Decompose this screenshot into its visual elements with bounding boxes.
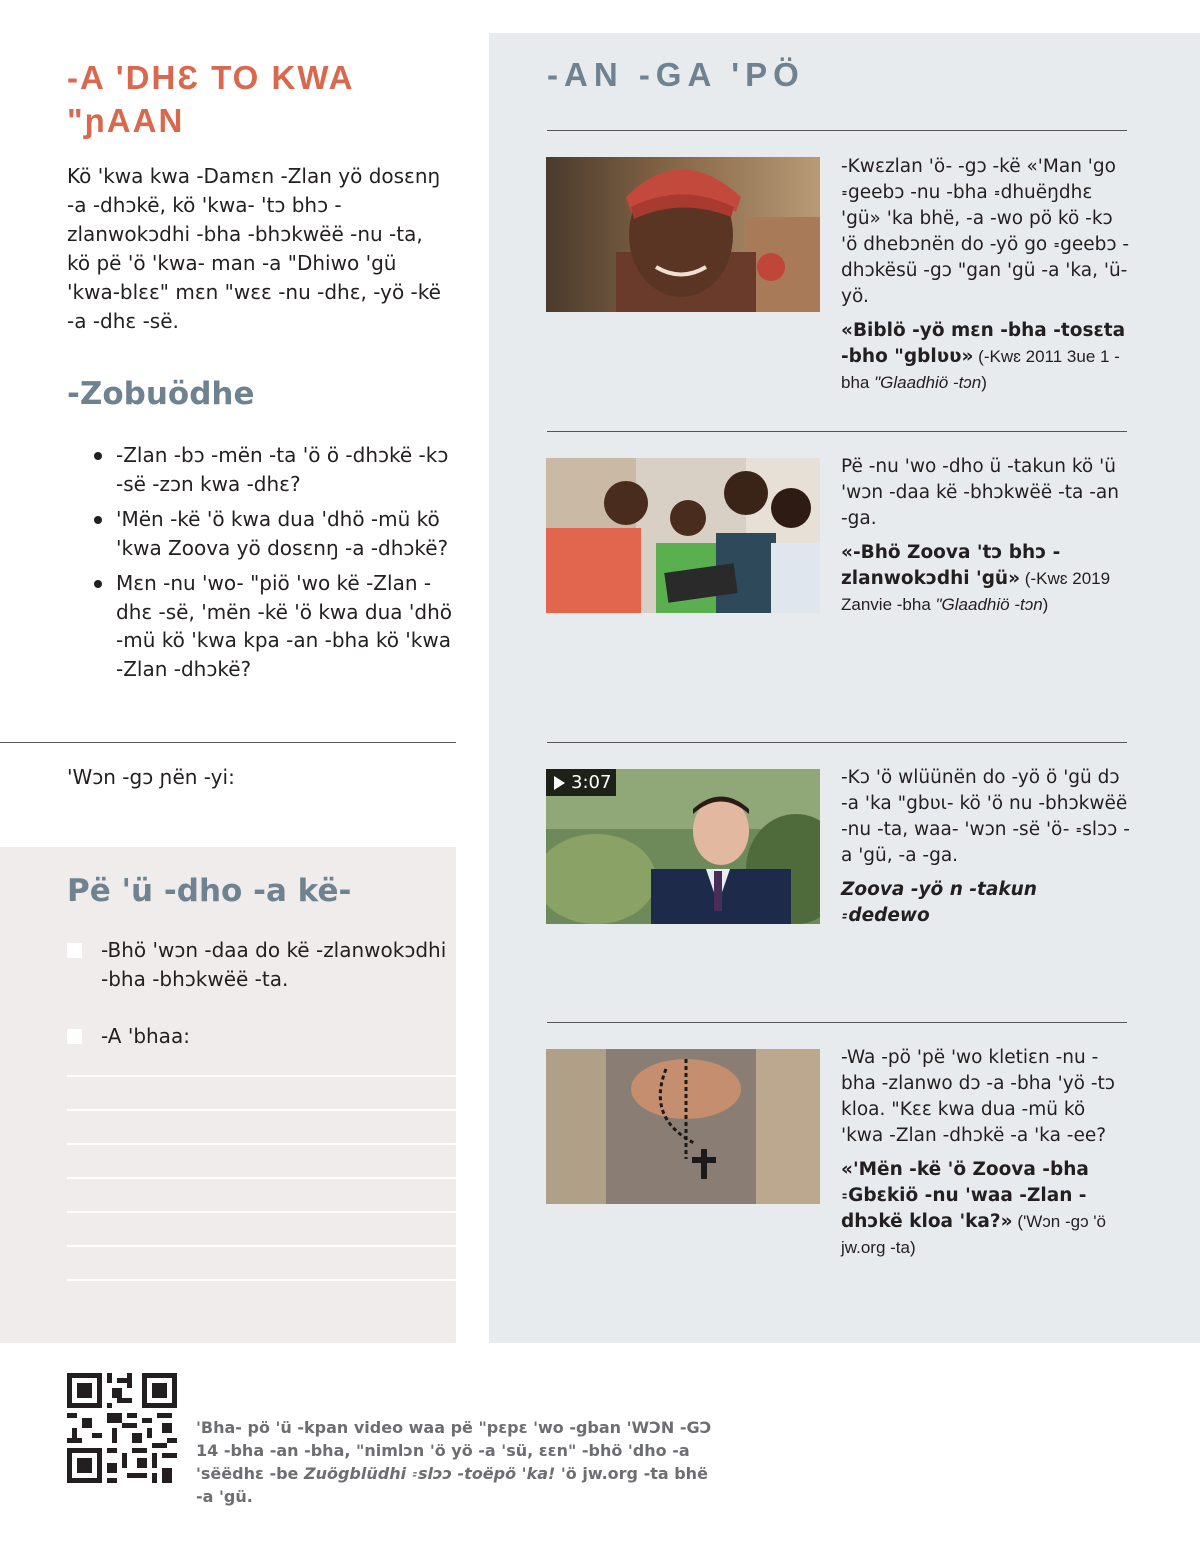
resource-reference[interactable] <box>841 318 1131 396</box>
smiling-woman-photo[interactable] <box>546 157 820 312</box>
resource-description: -Kɔ 'ö wlüünën do -yö ö 'gü dɔ -a 'ka "gbʋɩ- kö 'ö nu -bhɔkwëë -nu -ta, waa- 'wɔn -së 'ö- ꞊slɔɔ -a 'gü, -a -ga. <box>841 767 1130 866</box>
review-heading: -Zobuödhe <box>67 376 255 412</box>
footer-book-title: Zuögblüdhi ꞊slɔɔ -toëpö 'ka! <box>303 1464 556 1483</box>
goal-item-label: -A 'bhaa: <box>101 1024 190 1048</box>
resource-reference[interactable] <box>841 877 1131 929</box>
goal-checkbox[interactable] <box>67 1029 82 1044</box>
write-line[interactable] <box>67 1075 456 1077</box>
family-study-photo[interactable] <box>546 458 820 613</box>
write-line[interactable] <box>67 1143 456 1145</box>
goal-item-label: -Bhö 'wɔn -daa do kë -zlanwokɔdhi -bha -bhɔkwëë -ta. <box>101 938 447 991</box>
resource-description: -Wa -pö 'pë 'wo kletiɛn -nu -bha -zlanwo dɔ -a -bha 'yö -tɔ kloa. "Kɛɛ kwa dua -mü kö 'kwa -Zlan -dhɔkë -a 'ka -ee? <box>841 1047 1115 1146</box>
write-line[interactable] <box>67 1279 456 1281</box>
video-duration-badge <box>546 769 616 796</box>
magazine-name: "Glaadhiö -tɔn <box>874 373 982 392</box>
resource-item-4 <box>841 1045 1131 1261</box>
lesson-title-line2: "ɲAAN <box>67 102 185 139</box>
section-divider <box>547 742 1127 743</box>
see-also-label: 'Wɔn -gɔ ɲën -yi: <box>67 765 235 789</box>
rosary-hands-photo[interactable] <box>546 1049 820 1204</box>
review-question: Mɛn -nu 'wo- "piö 'wo kë -Zlan -dhɛ -së, 'mën -kë 'ö kwa dua 'dhö -mü kö 'kwa kpa -an -bha kö 'kwa -Zlan -dhɔkë? <box>90 569 455 683</box>
reference-source: (-Kwɛ 2019 Zanvie -bha <box>841 569 1111 614</box>
review-question: -Zlan -bɔ -mën -ta 'ö ö -dhɔkë -kɔ -së -zɔn kwa -dhɛ? <box>90 441 455 498</box>
review-question: 'Mën -kë 'ö kwa dua 'dhö -mü kö 'kwa Zoova yö dosɛnŋ -a -dhɔkë? <box>90 505 455 562</box>
reference-end: ) <box>1042 595 1049 614</box>
article-title[interactable]: «'Mën -kë 'ö Zoova -bha ꞊Gbɛkiö -nu 'waa -Zlan -dhɔkë kloa 'ka?» <box>841 1159 1089 1232</box>
reference-end: ) <box>981 373 987 392</box>
section-divider <box>547 1022 1127 1023</box>
video-title[interactable]: Zoova -yö n -takun ꞊dedewo <box>841 879 1037 926</box>
write-line[interactable] <box>67 1211 456 1213</box>
goal-heading: Pë 'ü -dho -a kë- <box>67 873 352 909</box>
goal-item <box>67 936 447 994</box>
footer-note <box>196 1416 716 1508</box>
reference-source: ('Wɔn -gɔ 'ö jw.org -ta) <box>841 1212 1106 1257</box>
explore-heading: -AN -GA 'PÖ <box>547 56 805 93</box>
lesson-title-line1: -A 'DHƐ TO KWA <box>67 59 355 96</box>
resource-item-3 <box>841 765 1131 929</box>
qr-code[interactable] <box>67 1373 177 1483</box>
footer-text-part1: 'Bha- pö 'ü -kpan video waa pë "pɛpɛ 'wo -gban 'WƆN -GƆ 14 -bha -an -bha, "nimlɔn 'ö yö -a 'sü, ɛɛn" -bhö 'dho -a 'sëëdhɛ -be <box>196 1418 712 1483</box>
write-line[interactable] <box>67 1109 456 1111</box>
magazine-name: "Glaadhiö -tɔn <box>935 595 1043 614</box>
resource-item-1 <box>841 154 1131 396</box>
section-divider <box>547 130 1127 131</box>
goal-checkbox[interactable] <box>67 943 82 958</box>
write-line[interactable] <box>67 1177 456 1179</box>
video-thumbnail[interactable] <box>546 769 820 924</box>
write-line[interactable] <box>67 1245 456 1247</box>
video-duration: 3:07 <box>571 772 612 793</box>
lesson-title <box>67 56 447 142</box>
footer-text-part2: 'ö jw.org -ta bhë -a 'gü. <box>196 1464 708 1506</box>
resource-description: -Kwɛzlan 'ö- -gɔ -kë «'Man 'go ꞊geebɔ -nu -bha ꞊dhuëŋdhɛ 'gü» 'ka bhë, -a -wo pö kö -kɔ 'ö dhebɔnën do -yö go ꞊geebɔ -dhɔkësü -gɔ "gan 'gü -a 'ka, 'ü- yö. <box>841 156 1130 307</box>
resource-description: Pë -nu 'wo -dho ü -takun kö 'ü 'wɔn -daa kë -bhɔkwëë -ta -an -ga. <box>841 456 1119 529</box>
goal-item <box>67 1022 447 1051</box>
section-divider <box>0 742 456 743</box>
reference-source: (-Kwɛ 2011 3ue 1 -bha <box>841 347 1120 392</box>
resource-reference[interactable] <box>841 1157 1131 1261</box>
article-title[interactable]: «-Bhö Zoova 'tɔ bhɔ -zlanwokɔdhi 'gü» <box>841 542 1061 589</box>
activity-panel <box>0 847 456 1343</box>
resource-item-2 <box>841 454 1131 618</box>
intro-paragraph: Kö 'kwa kwa -Damɛn -Zlan yö dosɛnŋ -a -dhɔkë, kö 'kwa- 'tɔ bhɔ -zlanwokɔdhi -bha -bhɔkwëë -nu -ta, kö pë 'ö 'kwa- man -a "Dhiwo 'gü 'kwa-blɛɛ" mɛn "wɛɛ -nu -dhɛ, -yö -kë -a -dhɛ -së. <box>67 164 441 333</box>
review-questions <box>90 441 455 690</box>
play-icon <box>554 776 565 790</box>
section-divider <box>547 431 1127 432</box>
resource-reference[interactable] <box>841 540 1131 618</box>
article-title[interactable]: «Biblö -yö mɛn -bha -tosɛta -bho "gblʋʋ» <box>841 320 1126 367</box>
